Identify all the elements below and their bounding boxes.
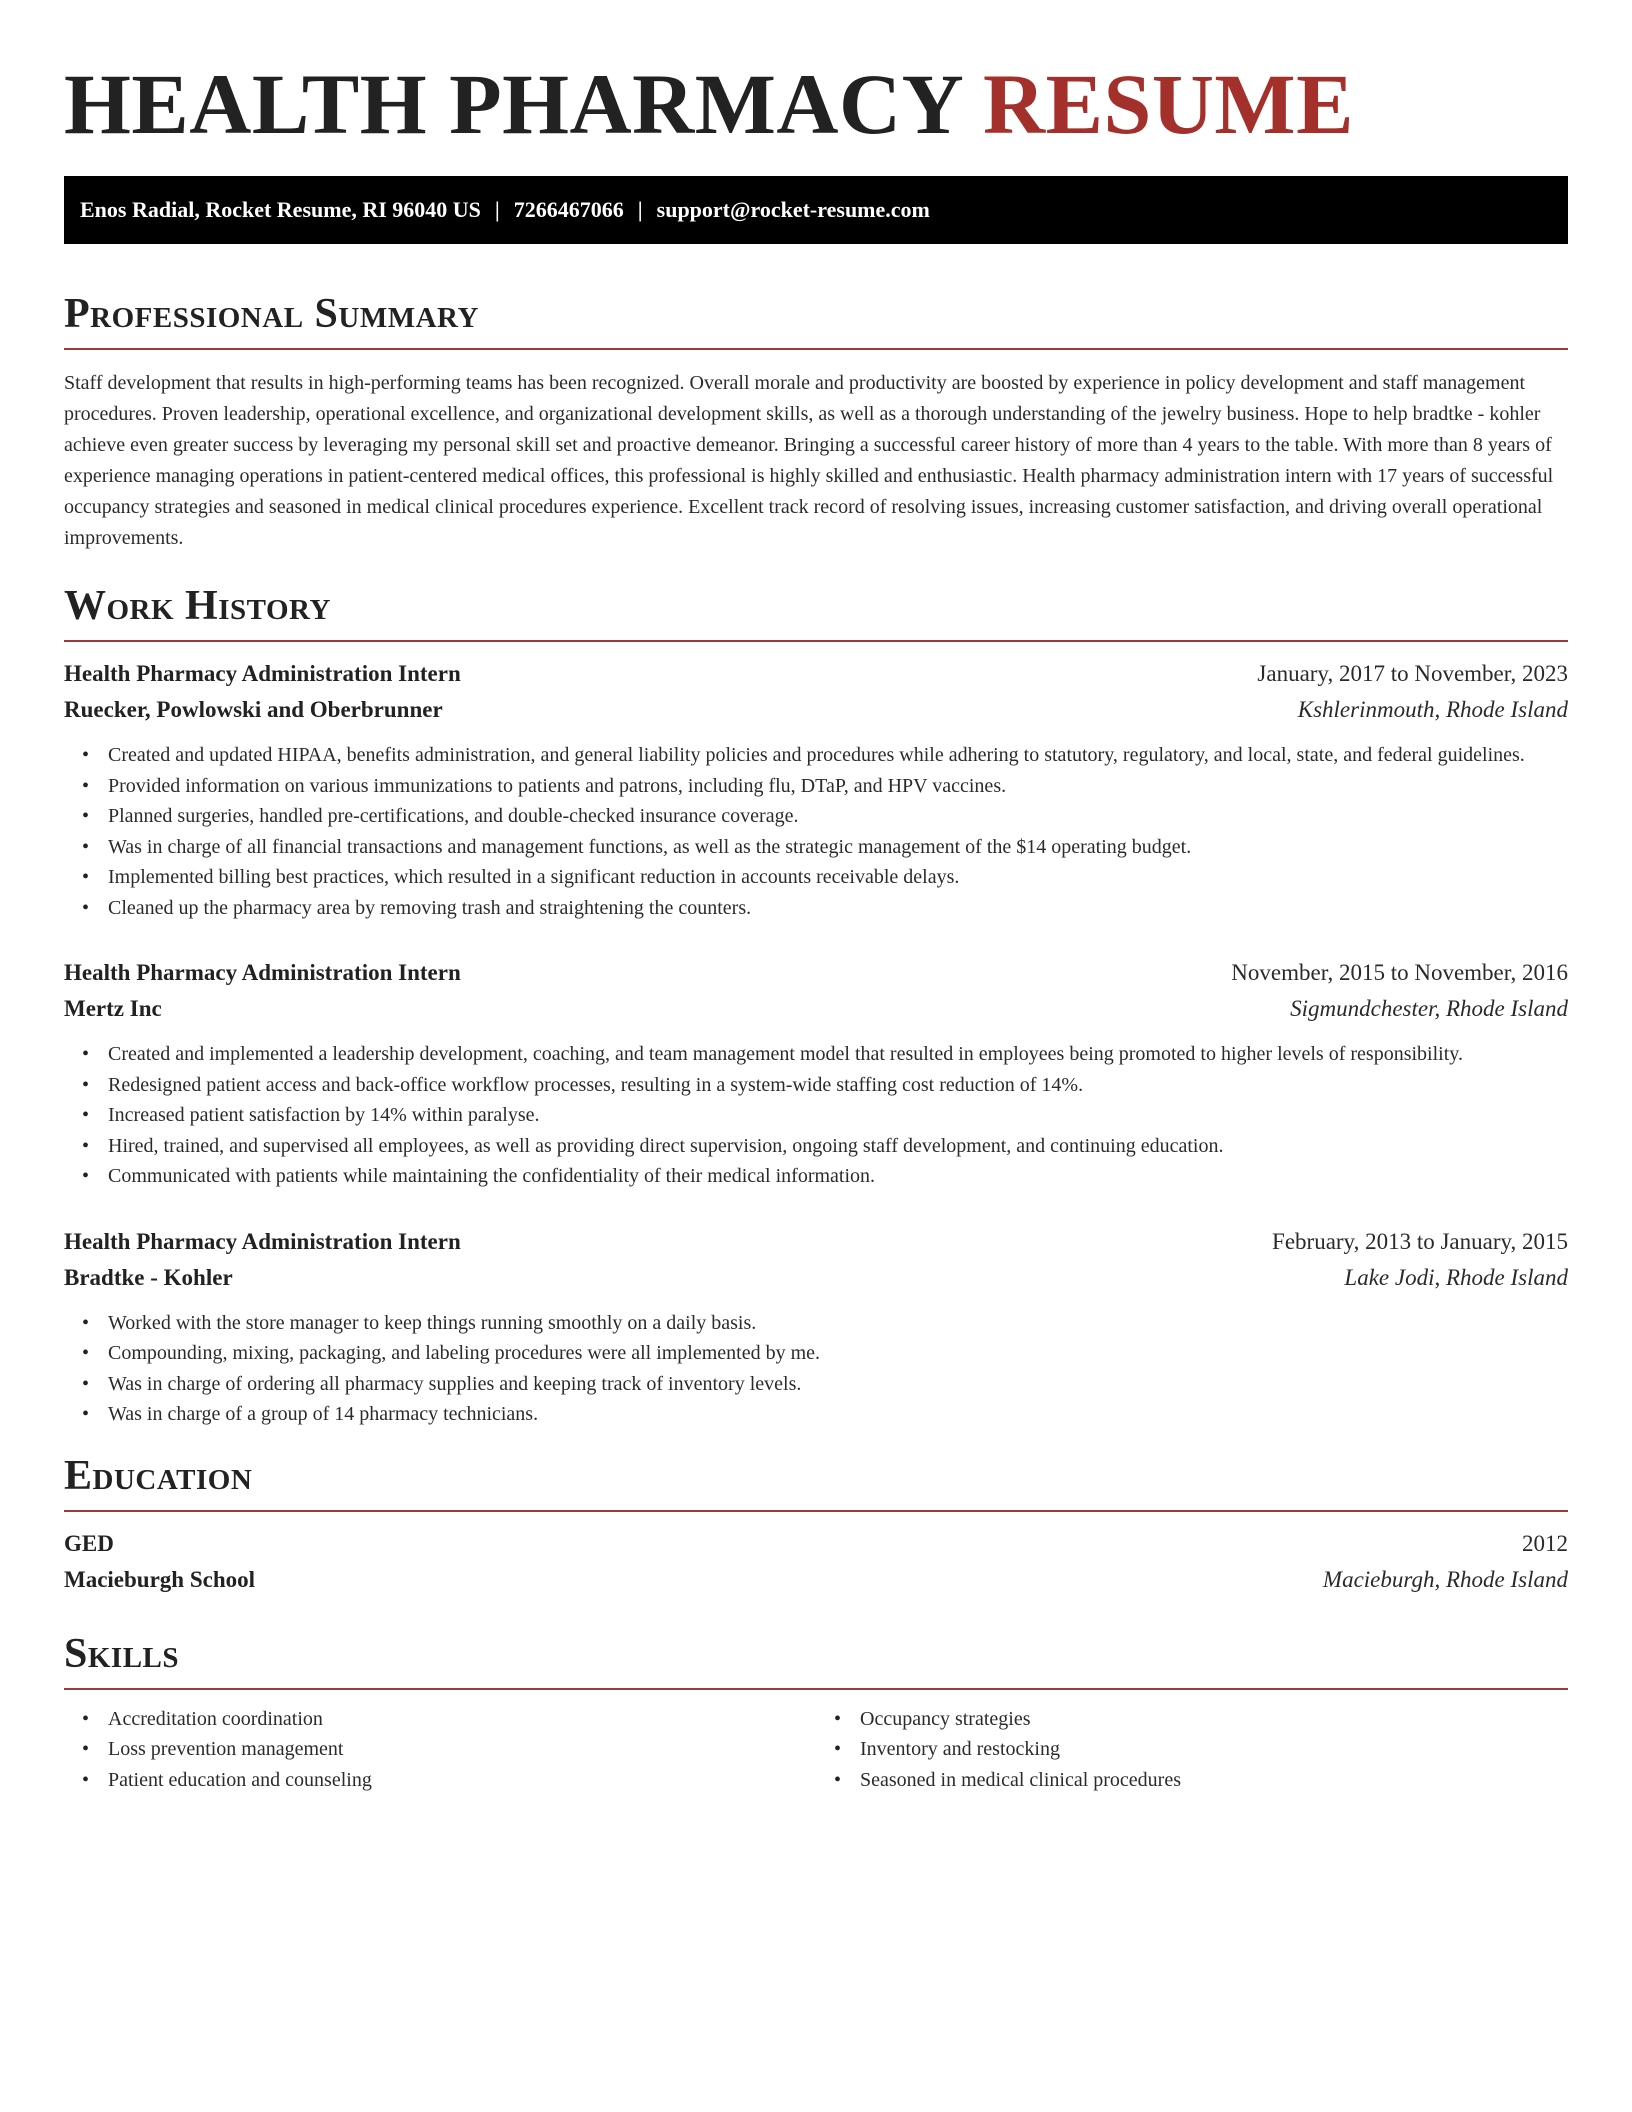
job-duty: • Compounding, mixing, packaging, and labeling procedures were all implemented by me. (108, 1338, 1568, 1369)
job-duty: • Was in charge of all financial transactions and management functions, as well as the strategic management of the $14 operating budget. (108, 832, 1568, 863)
section-heading-skills: Skills (64, 1630, 180, 1677)
contact-bar (64, 176, 1568, 244)
section-divider (64, 348, 1568, 350)
education-section (64, 1450, 1568, 1598)
skills-list-left (64, 1704, 816, 1796)
summary-section (64, 288, 1568, 554)
job-entry (64, 955, 1568, 1192)
skill-item: • Occupancy strategies (860, 1704, 1568, 1735)
job-dates: November, 2015 to November, 2016 (1231, 960, 1568, 985)
skill-item: • Loss prevention management (108, 1734, 816, 1765)
title-main: HEALTH PHARMACY (64, 56, 962, 152)
job-entry (64, 656, 1568, 923)
job-duty: • Created and updated HIPAA, benefits administration, and general liability policies and procedures while adhering to statutory, regulatory, and local, state, and federal guidelines. (108, 740, 1568, 771)
job-dates: January, 2017 to November, 2023 (1257, 661, 1568, 686)
section-heading-summary: Professional Summary (64, 291, 479, 337)
job-duties-list (64, 740, 1568, 923)
job-duty: • Was in charge of ordering all pharmacy supplies and keeping track of inventory levels. (108, 1369, 1568, 1400)
job-header-row (64, 1224, 1568, 1260)
job-title: Health Pharmacy Administration Intern (64, 661, 461, 686)
skills-columns (64, 1704, 1568, 1796)
section-heading-education: Education (64, 1452, 253, 1499)
contact-address: Enos Radial, Rocket Resume, RI 96040 US (80, 197, 481, 222)
job-duty: • Implemented billing best practices, which resulted in a significant reduction in accounts receivable delays. (108, 862, 1568, 893)
job-location: Kshlerinmouth, Rhode Island (1297, 697, 1568, 722)
contact-email[interactable]: support@rocket-resume.com (656, 197, 930, 222)
job-duty: • Redesigned patient access and back-office workflow processes, resulting in a system-wide staffing cost reduction of 14%. (108, 1070, 1568, 1101)
job-duties-list (64, 1039, 1568, 1192)
job-entry (64, 1224, 1568, 1430)
job-header-row (64, 656, 1568, 692)
education-school-row (64, 1562, 1568, 1598)
section-divider (64, 1688, 1568, 1690)
job-duty: • Planned surgeries, handled pre-certifications, and double-checked insurance coverage. (108, 801, 1568, 832)
education-entry (64, 1526, 1568, 1598)
job-duty: • Created and implemented a leadership development, coaching, and team management model that resulted in employees being promoted to higher levels of responsibility. (108, 1039, 1568, 1070)
section-heading-work-history: Work History (64, 583, 331, 629)
education-school: Macieburgh School (64, 1566, 256, 1592)
education-degree-row (64, 1526, 1568, 1562)
education-year: 2012 (1522, 1530, 1568, 1556)
job-company-row (64, 692, 1568, 728)
education-degree: GED (64, 1530, 114, 1556)
job-location: Lake Jodi, Rhode Island (1344, 1264, 1568, 1290)
job-company: Ruecker, Powlowski and Oberbrunner (64, 697, 443, 722)
job-duty: • Cleaned up the pharmacy area by removing trash and straightening the counters. (108, 893, 1568, 924)
section-divider (64, 1510, 1568, 1512)
resume-title (64, 0, 1568, 150)
work-history-section (64, 580, 1568, 1430)
job-duty: • Hired, trained, and supervised all employees, as well as providing direct supervision, ongoing staff development, and continuing education. (108, 1131, 1568, 1162)
contact-phone[interactable]: 7266467066 (513, 197, 624, 222)
job-location: Sigmundchester, Rhode Island (1290, 996, 1568, 1021)
job-duties-list (64, 1308, 1568, 1430)
job-company-row (64, 1260, 1568, 1296)
job-header-row (64, 955, 1568, 991)
skill-item: • Seasoned in medical clinical procedures (860, 1765, 1568, 1796)
education-location: Macieburgh, Rhode Island (1322, 1566, 1568, 1592)
job-duty: • Communicated with patients while maintaining the confidentiality of their medical information. (108, 1161, 1568, 1192)
job-duty: • Provided information on various immunizations to patients and patrons, including flu, DTaP, and HPV vaccines. (108, 771, 1568, 802)
job-company-row (64, 991, 1568, 1027)
job-title: Health Pharmacy Administration Intern (64, 960, 461, 985)
contact-separator: | (494, 197, 500, 222)
skills-list-right (816, 1704, 1568, 1796)
job-duty: • Was in charge of a group of 14 pharmacy technicians. (108, 1399, 1568, 1430)
skill-item: • Inventory and restocking (860, 1734, 1568, 1765)
skill-item: • Accreditation coordination (108, 1704, 816, 1735)
resume-page (64, 0, 1568, 1795)
job-duty: • Increased patient satisfaction by 14% within paralyse. (108, 1100, 1568, 1131)
section-divider (64, 640, 1568, 642)
job-company: Mertz Inc (64, 996, 162, 1021)
job-duty: • Worked with the store manager to keep things running smoothly on a daily basis. (108, 1308, 1568, 1339)
summary-text: Staff development that results in high-performing teams has been recognized. Overall morale and productivity are boosted by experience in policy development and staff management procedures. Proven leadership, operational excellence, and organizational development skills, as well as a thorough understanding of the jewelry business. Hope to help bradtke - kohler achieve even greater success by leveraging my personal skill set and proactive demeanor. Bringing a successful career history of more than 4 years to the table. With more than 8 years of experience managing operations in patient-centered medical offices, this professional is highly skilled and enthusiastic. Health pharmacy administration intern with 17 years of successful occupancy strategies and seasoned in medical clinical procedures experience. Excellent track record of resolving issues, increasing customer satisfaction, and driving overall operational improvements. (64, 372, 1554, 549)
title-accent: RESUME (983, 56, 1354, 152)
job-company: Bradtke - Kohler (64, 1264, 233, 1290)
job-dates: February, 2013 to January, 2015 (1272, 1228, 1568, 1254)
skill-item: • Patient education and counseling (108, 1765, 816, 1796)
contact-separator: | (637, 197, 643, 222)
skills-section (64, 1628, 1568, 1796)
job-title: Health Pharmacy Administration Intern (64, 1228, 461, 1254)
